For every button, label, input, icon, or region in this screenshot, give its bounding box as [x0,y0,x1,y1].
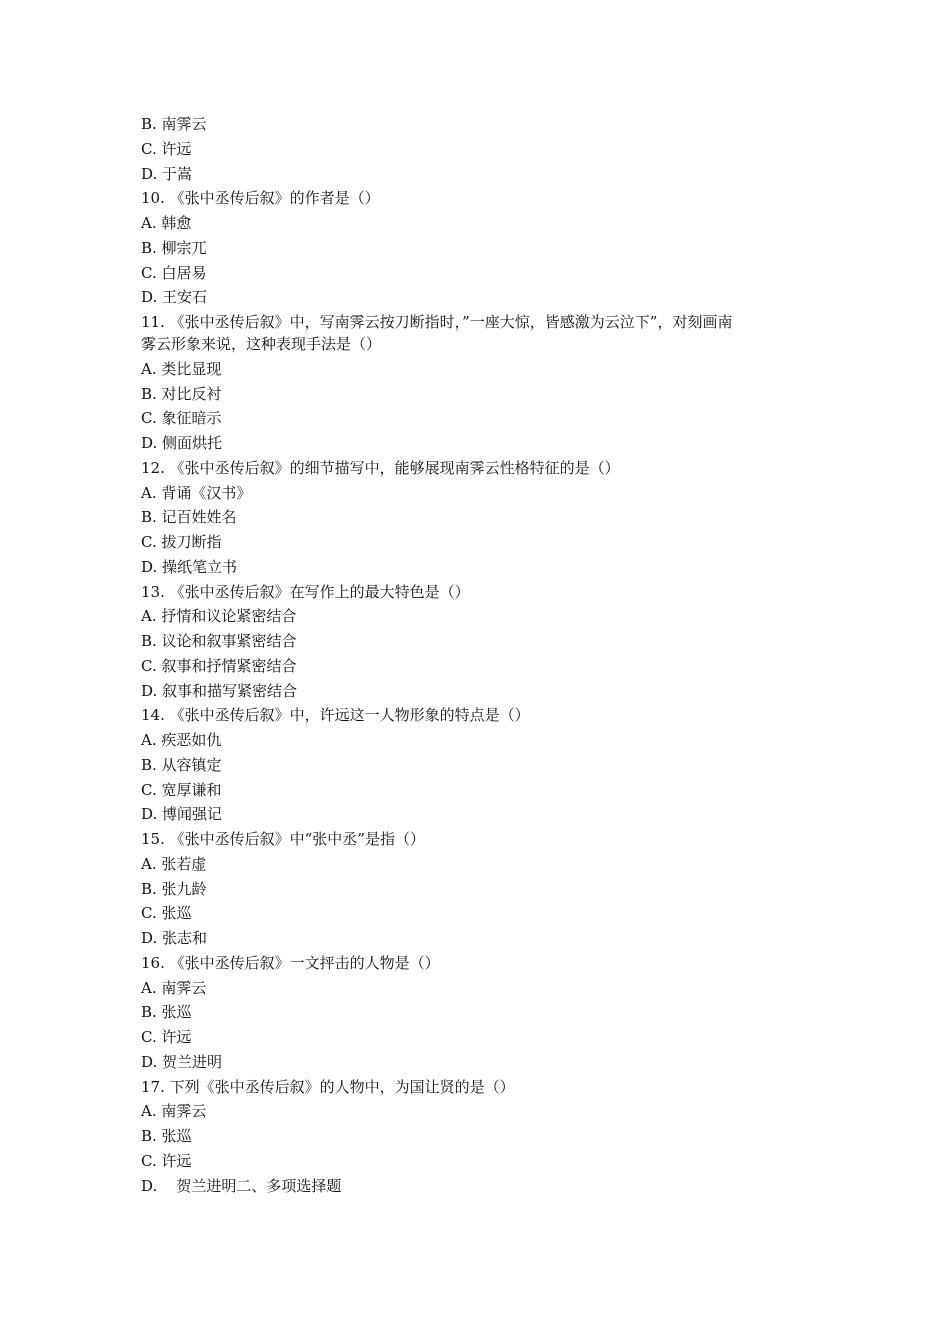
question-16: 16. 《张中丞传后叙》一文抨击的人物是（） [141,953,440,972]
question-10: 10. 《张中丞传后叙》的作者是（） [141,189,380,208]
q15-option-c: C. 张巡 [141,904,192,923]
question-14: 14. 《张中丞传后叙》中，许远这一人物形象的特点是（） [141,706,530,725]
question-13: 13. 《张中丞传后叙》在写作上的最大特色是（） [141,582,470,601]
q17-option-b: B. 张巡 [141,1127,192,1145]
q13-option-c: C. 叙事和抒情紧密结合 [141,656,297,675]
document-body [141,112,831,1198]
answer-option-b: B. 南霁云 [141,115,207,133]
q11-option-b: B. 对比反衬 [141,384,222,403]
q14-option-d: D. 博闻强记 [141,805,223,824]
question-11: 11. 《张中丞传后叙》中，写南霁云按刀断指时，”一座大惊，皆感激为云泣下”，对刻画南 [141,313,733,331]
q16-option-c: C. 许远 [141,1028,192,1046]
q10-option-a: A. 韩愈 [141,214,192,232]
q17-option-d-and-section-heading: D. 贺兰进明二、多项选择题 [141,1176,342,1195]
q13-option-d: D. 叙事和描写紧密结合 [141,681,298,700]
q15-option-a: A. 张若虚 [141,854,207,873]
q12-option-c: C. 拔刀断指 [141,533,222,551]
q17-option-c: C. 许远 [141,1151,192,1170]
q14-option-a: A. 疾恶如仇 [141,731,222,749]
q12-option-d: D. 操纸笔立书 [141,557,238,576]
q15-option-b: B. 张九龄 [141,879,207,898]
q15-option-d: D. 张志和 [141,929,208,947]
q10-option-c: C. 白居易 [141,263,207,282]
q11-option-c: C. 象征暗示 [141,409,222,428]
q14-option-b: B. 从容镇定 [141,755,222,774]
q10-option-b: B. 柳宗兀 [141,238,207,257]
q16-option-d: D. 贺兰进明 [141,1052,223,1071]
question-15: 15. 《张中丞传后叙》中“张中丞”是指（） [141,830,425,848]
q16-option-b: B. 张巡 [141,1003,192,1022]
question-17: 17. 下列《张中丞传后叙》的人物中，为国让贤的是（） [141,1077,515,1096]
q13-option-b: B. 议论和叙事紧密结合 [141,632,297,650]
q14-option-c: C. 宽厚谦和 [141,780,222,799]
question-11-continued: 雾云形象来说，这种表现手法是（） [141,335,382,353]
q17-option-a: A. 南霁云 [141,1102,207,1121]
q12-option-b: B. 记百姓姓名 [141,508,237,527]
q12-option-a: A. 背诵《汉书》 [141,483,252,502]
q11-option-a: A. 类比显现 [141,359,222,378]
answer-option-c: C. 许远 [141,139,192,158]
q10-option-d: D. 王安石 [141,288,208,307]
q13-option-a: A. 抒情和议论紧密结合 [141,607,297,626]
question-12: 12. 《张中丞传后叙》的细节描写中，能够展现南霁云性格特征的是（） [141,458,620,477]
answer-option-d: D. 于嵩 [141,164,193,183]
q16-option-a: A. 南霁云 [141,978,207,997]
q11-option-d: D. 侧面烘托 [141,434,223,452]
